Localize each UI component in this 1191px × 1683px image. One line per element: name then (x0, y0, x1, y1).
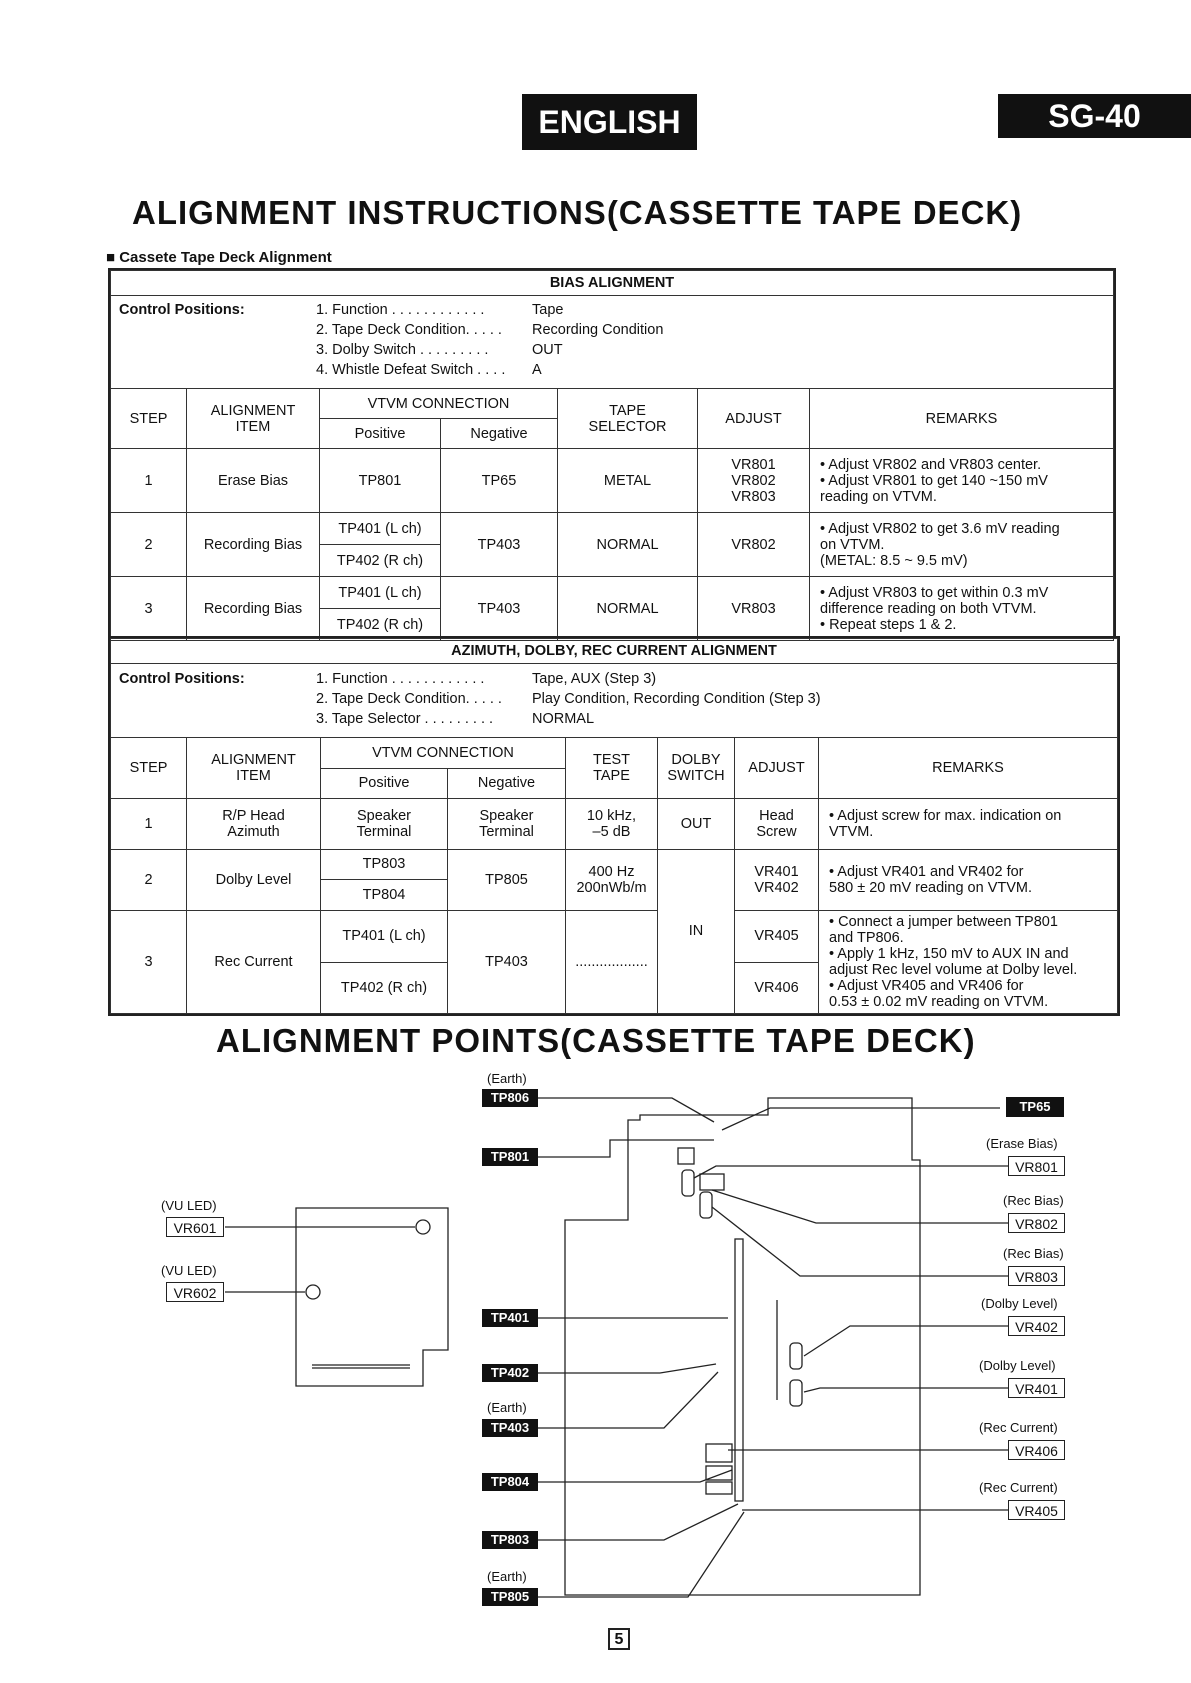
col-adjust: ADJUST (735, 738, 819, 799)
control-item: 3. Tape Selector . . . . . . . . . (316, 710, 494, 727)
language-badge: ENGLISH (522, 94, 697, 150)
vr802-note: (Rec Bias) (1003, 1193, 1064, 1208)
component (706, 1444, 732, 1462)
page-number: 5 (608, 1628, 630, 1650)
col-item: ALIGNMENT ITEM (187, 738, 321, 799)
tp401-label: TP401 (482, 1309, 538, 1327)
col-remarks: REMARKS (810, 389, 1114, 449)
cell-item: Erase Bias (187, 449, 320, 513)
cell-remarks: • Adjust VR401 and VR402 for 580 ± 20 mV reading on VTVM. (819, 849, 1118, 910)
tp402-label: TP402 (482, 1364, 538, 1382)
cell-adjust: VR801 VR802 VR803 (698, 449, 810, 513)
control-label: Control Positions: (119, 302, 245, 318)
cell-selector: NORMAL (558, 577, 698, 641)
col-step: STEP (111, 389, 187, 449)
control-item: 3. Dolby Switch . . . . . . . . . (316, 342, 489, 358)
vr405-note: (Rec Current) (979, 1480, 1058, 1495)
control-value: Tape, AUX (Step 3) (532, 670, 657, 687)
vr801-note: (Erase Bias) (986, 1136, 1058, 1151)
points-title: ALIGNMENT POINTS(CASSETTE TAPE DECK) (216, 1022, 976, 1059)
vr601-note: (VU LED) (161, 1198, 217, 1213)
cell-positive: TP801 (320, 449, 441, 513)
section-subheading: ■ Cassete Tape Deck Alignment (106, 249, 332, 266)
cell-dolby: OUT (658, 799, 735, 850)
cell-item: Rec Current (187, 910, 321, 1013)
cell-step: 1 (111, 799, 187, 850)
leader-vr402 (804, 1326, 1008, 1356)
cell-negative: TP403 (448, 910, 566, 1013)
leader-tp804 (538, 1470, 732, 1482)
cell-negative: TP403 (441, 513, 558, 577)
leader-tp805 (538, 1512, 744, 1597)
cell-positive: Speaker Terminal (321, 799, 448, 850)
cell-item: Recording Bias (187, 577, 320, 641)
cell-selector: NORMAL (558, 513, 698, 577)
vr601-trimmer (416, 1220, 430, 1234)
col-negative: Negative (441, 419, 558, 449)
cell-step: 3 (111, 910, 187, 1013)
cell-negative: TP65 (441, 449, 558, 513)
vr405-label: VR405 (1008, 1500, 1065, 1520)
model-badge: SG-40 (998, 94, 1191, 138)
cell-item: Recording Bias (187, 513, 320, 577)
component (700, 1174, 724, 1190)
component (790, 1380, 802, 1406)
component (682, 1170, 694, 1196)
col-positive: Positive (320, 419, 441, 449)
control-item: 1. Function . . . . . . . . . . . . (316, 302, 485, 318)
control-value: NORMAL (532, 710, 595, 727)
control-item: 2. Tape Deck Condition. . . . . (316, 322, 502, 338)
control-value: A (532, 362, 542, 378)
cell-adjust: Head Screw (735, 799, 819, 850)
leader-vr802 (712, 1190, 1008, 1223)
cell-remarks: • Adjust VR803 to get within 0.3 mV difference reading on both VTVM. • Repeat steps 1 & 2. (810, 577, 1114, 641)
cell-test-tape: 10 kHz, –5 dB (566, 799, 658, 850)
cell-selector: METAL (558, 449, 698, 513)
leader-vr803 (712, 1207, 1008, 1276)
tp803-label: TP803 (482, 1531, 538, 1549)
vr602-note: (VU LED) (161, 1263, 217, 1278)
vr803-note: (Rec Bias) (1003, 1246, 1064, 1261)
tp65-label: TP65 (1006, 1097, 1064, 1117)
control-item: 2. Tape Deck Condition. . . . . (316, 690, 502, 707)
cell-positive: TP402 (R ch) (321, 963, 448, 1014)
cell-positive: TP402 (R ch) (320, 545, 441, 577)
component (678, 1148, 694, 1164)
tp805-note: (Earth) (487, 1569, 527, 1584)
col-negative: Negative (448, 768, 566, 798)
tp806-note: (Earth) (487, 1071, 527, 1086)
vr402-note: (Dolby Level) (981, 1296, 1058, 1311)
cell-adjust: VR406 (735, 963, 819, 1014)
control-item: 4. Whistle Defeat Switch . . . . (316, 362, 506, 378)
cell-adjust: VR405 (735, 910, 819, 963)
tp804-label: TP804 (482, 1473, 538, 1491)
cell-positive: TP402 (R ch) (320, 609, 441, 641)
col-item: ALIGNMENT ITEM (187, 389, 320, 449)
bias-heading: BIAS ALIGNMENT (111, 271, 1114, 296)
vr401-note: (Dolby Level) (979, 1358, 1056, 1373)
control-value: Recording Condition (532, 322, 664, 338)
cell-adjust: VR803 (698, 577, 810, 641)
cell-test-tape: 400 Hz 200nWb/m (566, 849, 658, 910)
col-vtvm: VTVM CONNECTION (320, 389, 558, 419)
vr802-label: VR802 (1008, 1213, 1065, 1233)
cell-adjust: VR401 VR402 (735, 849, 819, 910)
tp403-note: (Earth) (487, 1400, 527, 1415)
vr601-label: VR601 (166, 1217, 224, 1237)
component (790, 1343, 802, 1369)
cell-positive: TP401 (L ch) (320, 577, 441, 609)
col-selector: TAPE SELECTOR (558, 389, 698, 449)
cell-remarks: • Adjust screw for max. indication on VTVM. (819, 799, 1118, 850)
tp403-label: TP403 (482, 1419, 538, 1437)
cell-dolby: IN (658, 849, 735, 1013)
cell-item: Dolby Level (187, 849, 321, 910)
tp806-label: TP806 (482, 1089, 538, 1107)
component (706, 1482, 732, 1494)
leader-tp806 (536, 1098, 714, 1122)
page-title: ALIGNMENT INSTRUCTIONS(CASSETTE TAPE DECK) (132, 194, 1023, 231)
control-label: Control Positions: (119, 670, 245, 687)
vr402-label: VR402 (1008, 1316, 1065, 1336)
col-adjust: ADJUST (698, 389, 810, 449)
leader-tp65 (722, 1108, 1000, 1130)
cell-step: 2 (111, 849, 187, 910)
vr803-label: VR803 (1008, 1266, 1065, 1286)
vr406-note: (Rec Current) (979, 1420, 1058, 1435)
leader-tp803 (538, 1504, 738, 1540)
col-step: STEP (111, 738, 187, 799)
vr602-label: VR602 (166, 1282, 224, 1302)
cell-negative: Speaker Terminal (448, 799, 566, 850)
cell-adjust: VR802 (698, 513, 810, 577)
control-value: OUT (532, 342, 563, 358)
component (700, 1192, 712, 1218)
vr801-label: VR801 (1008, 1156, 1065, 1176)
cell-negative: TP403 (441, 577, 558, 641)
cell-positive: TP401 (L ch) (320, 513, 441, 545)
control-value: Play Condition, Recording Condition (Step 3) (532, 690, 821, 707)
cell-positive: TP401 (L ch) (321, 910, 448, 963)
cell-step: 3 (111, 577, 187, 641)
vr401-label: VR401 (1008, 1378, 1065, 1398)
azimuth-heading: AZIMUTH, DOLBY, REC CURRENT ALIGNMENT (111, 639, 1118, 664)
cell-remarks: • Connect a jumper between TP801 and TP806. • Apply 1 kHz, 150 mV to AUX IN and adjust Rec level volume at Dolby level. • Adjust VR405 and VR406 for 0.53 ± 0.02 mV reading on VTVM. (819, 910, 1118, 1013)
col-positive: Positive (321, 768, 448, 798)
leader-vr801 (694, 1166, 1008, 1178)
control-value: Tape (532, 302, 564, 318)
tp805-label: TP805 (482, 1588, 538, 1606)
col-dolby-switch: DOLBY SWITCH (658, 738, 735, 799)
cell-step: 1 (111, 449, 187, 513)
cell-step: 2 (111, 513, 187, 577)
cell-test-tape: .................. (566, 910, 658, 1013)
col-remarks: REMARKS (819, 738, 1118, 799)
cell-positive: TP803 (321, 849, 448, 879)
cell-positive: TP804 (321, 880, 448, 910)
control-item: 1. Function . . . . . . . . . . . . (316, 670, 485, 687)
cell-negative: TP805 (448, 849, 566, 910)
leader-vr401 (804, 1388, 1008, 1392)
col-vtvm: VTVM CONNECTION (321, 738, 566, 768)
col-test-tape: TEST TAPE (566, 738, 658, 799)
vr602-trimmer (306, 1285, 320, 1299)
vu-board-outline (296, 1208, 448, 1386)
cell-remarks: • Adjust VR802 and VR803 center. • Adjust VR801 to get 140 ~150 mV reading on VTVM. (810, 449, 1114, 513)
pcb-strip (735, 1239, 743, 1501)
cell-remarks: • Adjust VR802 to get 3.6 mV reading on VTVM. (METAL: 8.5 ~ 9.5 mV) (810, 513, 1114, 577)
vr406-label: VR406 (1008, 1440, 1065, 1460)
cell-item: R/P Head Azimuth (187, 799, 321, 850)
tp801-label: TP801 (482, 1148, 538, 1166)
